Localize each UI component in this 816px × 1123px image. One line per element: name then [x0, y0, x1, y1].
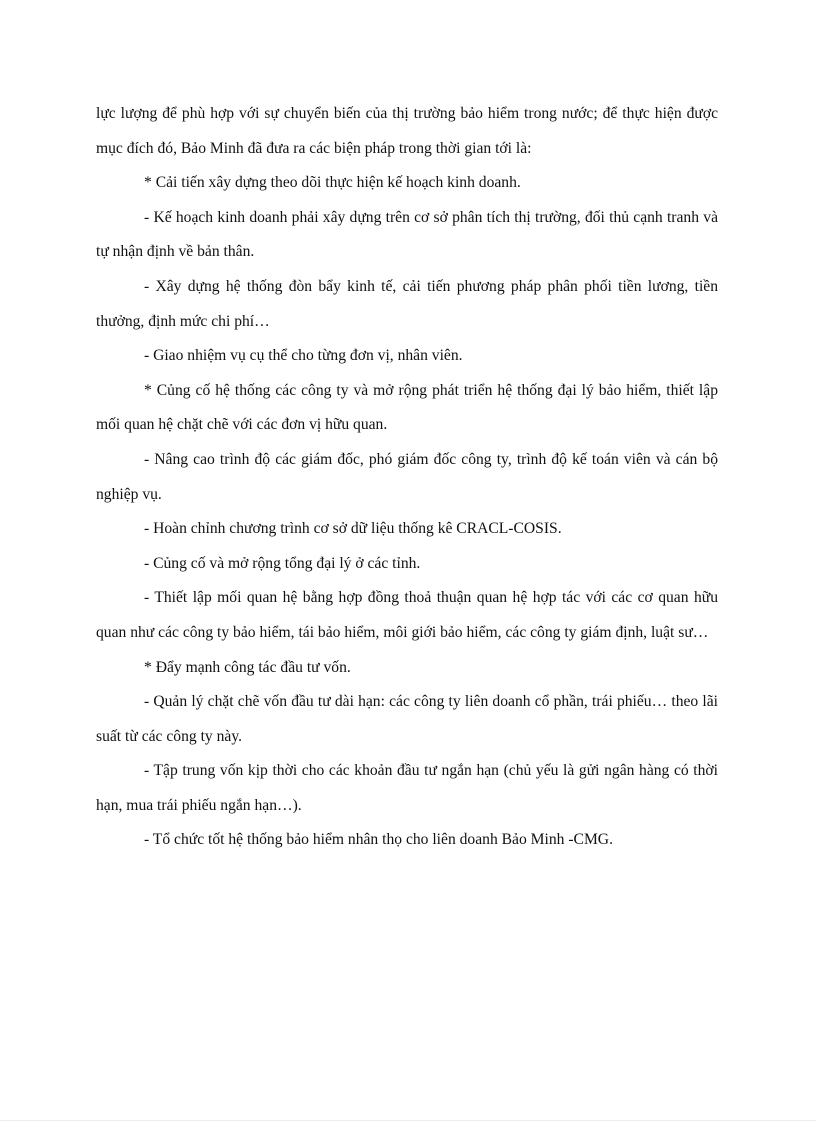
paragraph-cooperation-contracts: - Thiết lập mối quan hệ bằng hợp đồng thoả thuận quan hệ hợp tác với các cơ quan hữu quan như các công ty bảo hiểm, tái bảo hiểm, môi giới bảo hiểm, các công ty giám định, luật sư… [96, 589, 718, 641]
paragraph-heading-agency-system: * Củng cố hệ thống các công ty và mở rộng phát triển hệ thống đại lý bảo hiểm, thiết lập mối quan hệ chặt chẽ với các đơn vị hữu quan. [96, 381, 718, 434]
paragraph-provincial-agents: - Củng cố và mở rộng tổng đại lý ở các tỉnh. [144, 554, 421, 572]
paragraph-economic-leverage: - Xây dựng hệ thống đòn bẩy kinh tế, cải tiến phương pháp phân phối tiền lương, tiền thưởng, định mức chi phí… [96, 277, 718, 330]
paragraph-life-insurance: - Tổ chức tốt hệ thống bảo hiểm nhân thọ cho liên doanh Bảo Minh -CMG. [144, 831, 613, 849]
paragraph-heading-investment: * Đẩy mạnh công tác đầu tư vốn. [144, 658, 351, 676]
paragraph-staff-qualification: - Nâng cao trình độ các giám đốc, phó giám đốc công ty, trình độ kế toán viên và cán bộ nghiệp vụ. [96, 450, 718, 503]
paragraph-statistics-database: - Hoàn chỉnh chương trình cơ sở dữ liệu thống kê CRACL-COSIS. [144, 520, 562, 538]
page-bottom-edge [0, 1120, 816, 1121]
body-text [96, 97, 718, 858]
paragraph-short-term-capital: - Tập trung vốn kịp thời cho các khoản đầu tư ngắn hạn (chủ yếu là gửi ngân hàng có thời hạn, mua trái phiếu ngắn hạn…). [96, 762, 718, 814]
paragraph-heading-business-plan: * Cải tiến xây dựng theo dõi thực hiện kế hoạch kinh doanh. [144, 174, 521, 192]
paragraph-long-term-capital: - Quản lý chặt chẽ vốn đầu tư dài hạn: các công ty liên doanh cổ phần, trái phiếu… theo lãi suất từ các công ty này. [96, 693, 718, 745]
paragraph-assign-tasks: - Giao nhiệm vụ cụ thể cho từng đơn vị, nhân viên. [144, 347, 463, 365]
paragraph-intro-continuation: lực lượng để phù hợp với sự chuyển biến của thị trường bảo hiểm trong nước; để thực hiện được mục đích đó, Bảo Minh đã đưa ra các biện pháp trong thời gian tới là: [96, 105, 718, 157]
paragraph-market-analysis: - Kế hoạch kinh doanh phải xây dựng trên cơ sở phân tích thị trường, đối thủ cạnh tranh và tự nhận định về bản thân. [96, 208, 718, 261]
